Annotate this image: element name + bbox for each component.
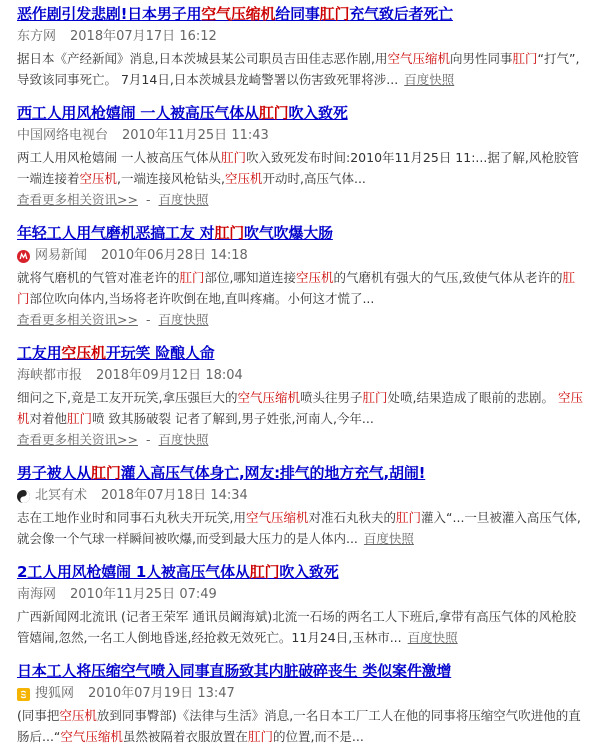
snippet-text: 就将气磨机的气管对准老许的: [17, 270, 180, 285]
snippet-text: 喷头往男子: [299, 390, 363, 405]
publish-date: 2018年07月18日 14:34: [101, 488, 248, 503]
publish-date: 2010年11月25日 11:43: [122, 128, 269, 143]
keyword-highlight: 空气压缩机: [201, 5, 276, 23]
snippet-text: 的位置,而不是...: [272, 729, 364, 744]
keyword-highlight: 空气压缩机: [387, 51, 450, 66]
search-result: [17, 342, 583, 450]
keyword-highlight: 空压机: [224, 171, 263, 186]
netease-logo-icon: [17, 250, 30, 263]
keyword-highlight: 肛门: [247, 729, 273, 744]
result-snippet: [17, 387, 583, 429]
baidu-snapshot-link[interactable]: 百度快照: [158, 432, 209, 447]
source-line: [17, 125, 583, 147]
search-result: [17, 222, 583, 330]
snippet-text: 灌入“...一旦被灌入高压气体,就会像一个气球一样瞬间被吹爆,而受到最大压力的是人体内...: [17, 510, 581, 546]
title-text: 灌入高压气体身亡,网友:排气的地方充气,胡闹!: [120, 464, 426, 482]
keyword-highlight: 肛门: [258, 104, 289, 122]
title-text: 恶作剧引发悲剧!日本男子用: [17, 5, 202, 23]
snippet-text: 据日本《产经新闻》消息,日本茨城县某公司职员吉田佳志恶作剧,用: [17, 51, 388, 66]
result-title-link[interactable]: [17, 102, 583, 124]
sohu-logo-icon: [17, 688, 30, 701]
keyword-highlight: 肛门: [91, 464, 121, 482]
title-text: 给同事: [275, 5, 320, 23]
keyword-highlight: 空气压缩机: [237, 390, 300, 405]
publish-date: 2018年09月12日 18:04: [96, 368, 243, 383]
baidu-snapshot-link[interactable]: 百度快照: [404, 72, 455, 87]
source-line: [17, 485, 583, 507]
result-title-link[interactable]: [17, 222, 583, 244]
keyword-highlight: 肛门: [249, 563, 280, 581]
keyword-highlight: 肛门: [396, 510, 422, 525]
title-text: 年轻工人用气磨机恶搞工友 对: [17, 224, 215, 242]
keyword-highlight: 空气压缩机: [60, 729, 123, 744]
search-result: [17, 462, 583, 549]
result-snippet: [17, 606, 583, 648]
publish-date: 2010年06月28日 14:18: [101, 248, 248, 263]
keyword-highlight: 空压机: [61, 344, 106, 362]
source-line: [17, 683, 583, 705]
keyword-highlight: 肛门: [17, 270, 576, 306]
more-news-line: [17, 189, 583, 210]
snippet-text: 吹入致死发布时间:2010年11月25日 11:...据了解,风枪胶管一端连接着: [17, 150, 579, 186]
search-result: [17, 660, 583, 747]
keyword-highlight: 空压机: [79, 171, 118, 186]
title-text: 吹气吹爆大肠: [244, 224, 333, 242]
separator: -: [145, 192, 151, 207]
result-snippet: [17, 267, 583, 309]
result-title-link[interactable]: [17, 561, 583, 583]
source-name: 南海网: [17, 587, 57, 602]
result-snippet: [17, 147, 583, 189]
source-name: 网易新闻: [35, 248, 88, 263]
snippet-text: 处喷,结果造成了眼前的悲剧。: [387, 390, 558, 405]
title-text: 开玩笑 险酿人命: [105, 344, 215, 362]
snippet-text: 两工人用风枪嬉闹 一人被高压气体从: [17, 150, 221, 165]
result-title-link[interactable]: [17, 3, 583, 25]
baidu-snapshot-link[interactable]: 百度快照: [407, 630, 458, 645]
source-line: [17, 26, 583, 48]
snippet-text: 部位,哪知道连接: [204, 270, 297, 285]
source-line: [17, 584, 583, 606]
keyword-highlight: 空压机: [17, 390, 583, 426]
keyword-highlight: 空气压缩机: [245, 510, 309, 525]
keyword-highlight: 空压机: [59, 708, 97, 723]
result-title-link[interactable]: [17, 462, 583, 484]
more-news-link[interactable]: 查看更多相关资讯>>: [17, 192, 138, 207]
baidu-snapshot-link[interactable]: 百度快照: [158, 312, 209, 327]
snippet-text: 喷 致其肠破裂 记者了解到,男子姓张,河南人,今年...: [92, 411, 374, 426]
search-result: [17, 102, 583, 210]
snippet-text: (同事把: [17, 708, 60, 723]
snippet-text: 部位吹向体内,当场将老许吹倒在地,直叫疼痛。小何这才慌了...: [29, 291, 375, 306]
snippet-text: 对着他: [29, 411, 68, 426]
search-result: [17, 561, 583, 648]
snippet-text: 的气磨机有强大的气压,致使气体从老许的: [333, 270, 563, 285]
result-snippet: [17, 48, 583, 90]
snippet-text: “打气”,导致该同事死亡。 7月14日,日本茨城县龙崎警署以伤害致死罪将涉...: [17, 51, 580, 87]
search-result: [17, 3, 583, 90]
title-text: 吹入致死: [288, 104, 348, 122]
result-title-link[interactable]: [17, 660, 583, 682]
snippet-text: 放到同事臀部)《法律与生活》消息,一名日本工厂工人在他的同事将压缩空气吹进他的直肠后...“: [17, 708, 581, 744]
source-name: 搜狐网: [35, 686, 75, 701]
snippet-text: 细问之下,竟是工友开玩笑,拿压强巨大的: [17, 390, 238, 405]
title-text: 日本工人将压缩空气喷入同事直肠致其内脏破碎丧生 类似案件激增: [17, 662, 452, 680]
separator: -: [145, 432, 151, 447]
separator: -: [145, 312, 151, 327]
title-text: 工友用: [17, 344, 62, 362]
result-snippet: [17, 705, 583, 747]
source-line: [17, 245, 583, 267]
snippet-text: 志在工地作业时和同事石丸秋夫开玩笑,用: [17, 510, 246, 525]
source-name: 海峡都市报: [17, 368, 83, 383]
source-name: 东方网: [17, 29, 57, 44]
snippet-text: 对准石丸秋夫的: [308, 510, 397, 525]
publish-date: 2018年07月17日 16:12: [70, 29, 217, 44]
more-news-link[interactable]: 查看更多相关资讯>>: [17, 432, 138, 447]
keyword-highlight: 肛门: [67, 411, 93, 426]
title-text: 吹入致死: [279, 563, 339, 581]
title-text: 2工人用风枪嬉闹 1人被高压气体从: [17, 563, 250, 581]
snippet-text: ,一端连接风枪钻头,: [117, 171, 225, 186]
source-line: [17, 365, 583, 387]
keyword-highlight: 空压机: [296, 270, 334, 285]
title-text: 充气致后者死亡: [349, 5, 453, 23]
keyword-highlight: 肛门: [362, 390, 388, 405]
snippet-text: 虽然被隔着衣服放置在: [122, 729, 248, 744]
title-text: 男子被人从: [17, 464, 92, 482]
baidu-snapshot-link[interactable]: 百度快照: [158, 192, 209, 207]
keyword-highlight: 肛门: [512, 51, 538, 66]
more-news-link[interactable]: 查看更多相关资讯>>: [17, 312, 138, 327]
title-text: 西工人用风枪嬉闹 一人被高压气体从: [17, 104, 259, 122]
result-snippet: [17, 507, 583, 549]
keyword-highlight: 肛门: [319, 5, 350, 23]
baidu-snapshot-link[interactable]: 百度快照: [363, 531, 414, 546]
keyword-highlight: 肛门: [179, 270, 205, 285]
source-name: 北冥有术: [35, 488, 88, 503]
snippet-text: 广西新闻网北流讯 (记者王荣军 通讯员阚海斌)北流一石场的两名工人下班后,拿带有高压气体的风枪胶管嬉闹,忽然,一名工人倒地昏迷,经抢救无效死亡。11月24日,玉林市...: [17, 609, 577, 645]
keyword-highlight: 肛门: [220, 150, 246, 165]
more-news-line: [17, 309, 583, 330]
source-name: 中国网络电视台: [17, 128, 109, 143]
beiming-logo-icon: [17, 490, 30, 503]
publish-date: 2010年11月25日 07:49: [70, 587, 217, 602]
result-title-link[interactable]: [17, 342, 583, 364]
snippet-text: 开动时,高压气体...: [262, 171, 366, 186]
keyword-highlight: 肛门: [214, 224, 245, 242]
more-news-line: [17, 429, 583, 450]
publish-date: 2010年07月19日 13:47: [88, 686, 235, 701]
snippet-text: 向男性同事: [449, 51, 513, 66]
